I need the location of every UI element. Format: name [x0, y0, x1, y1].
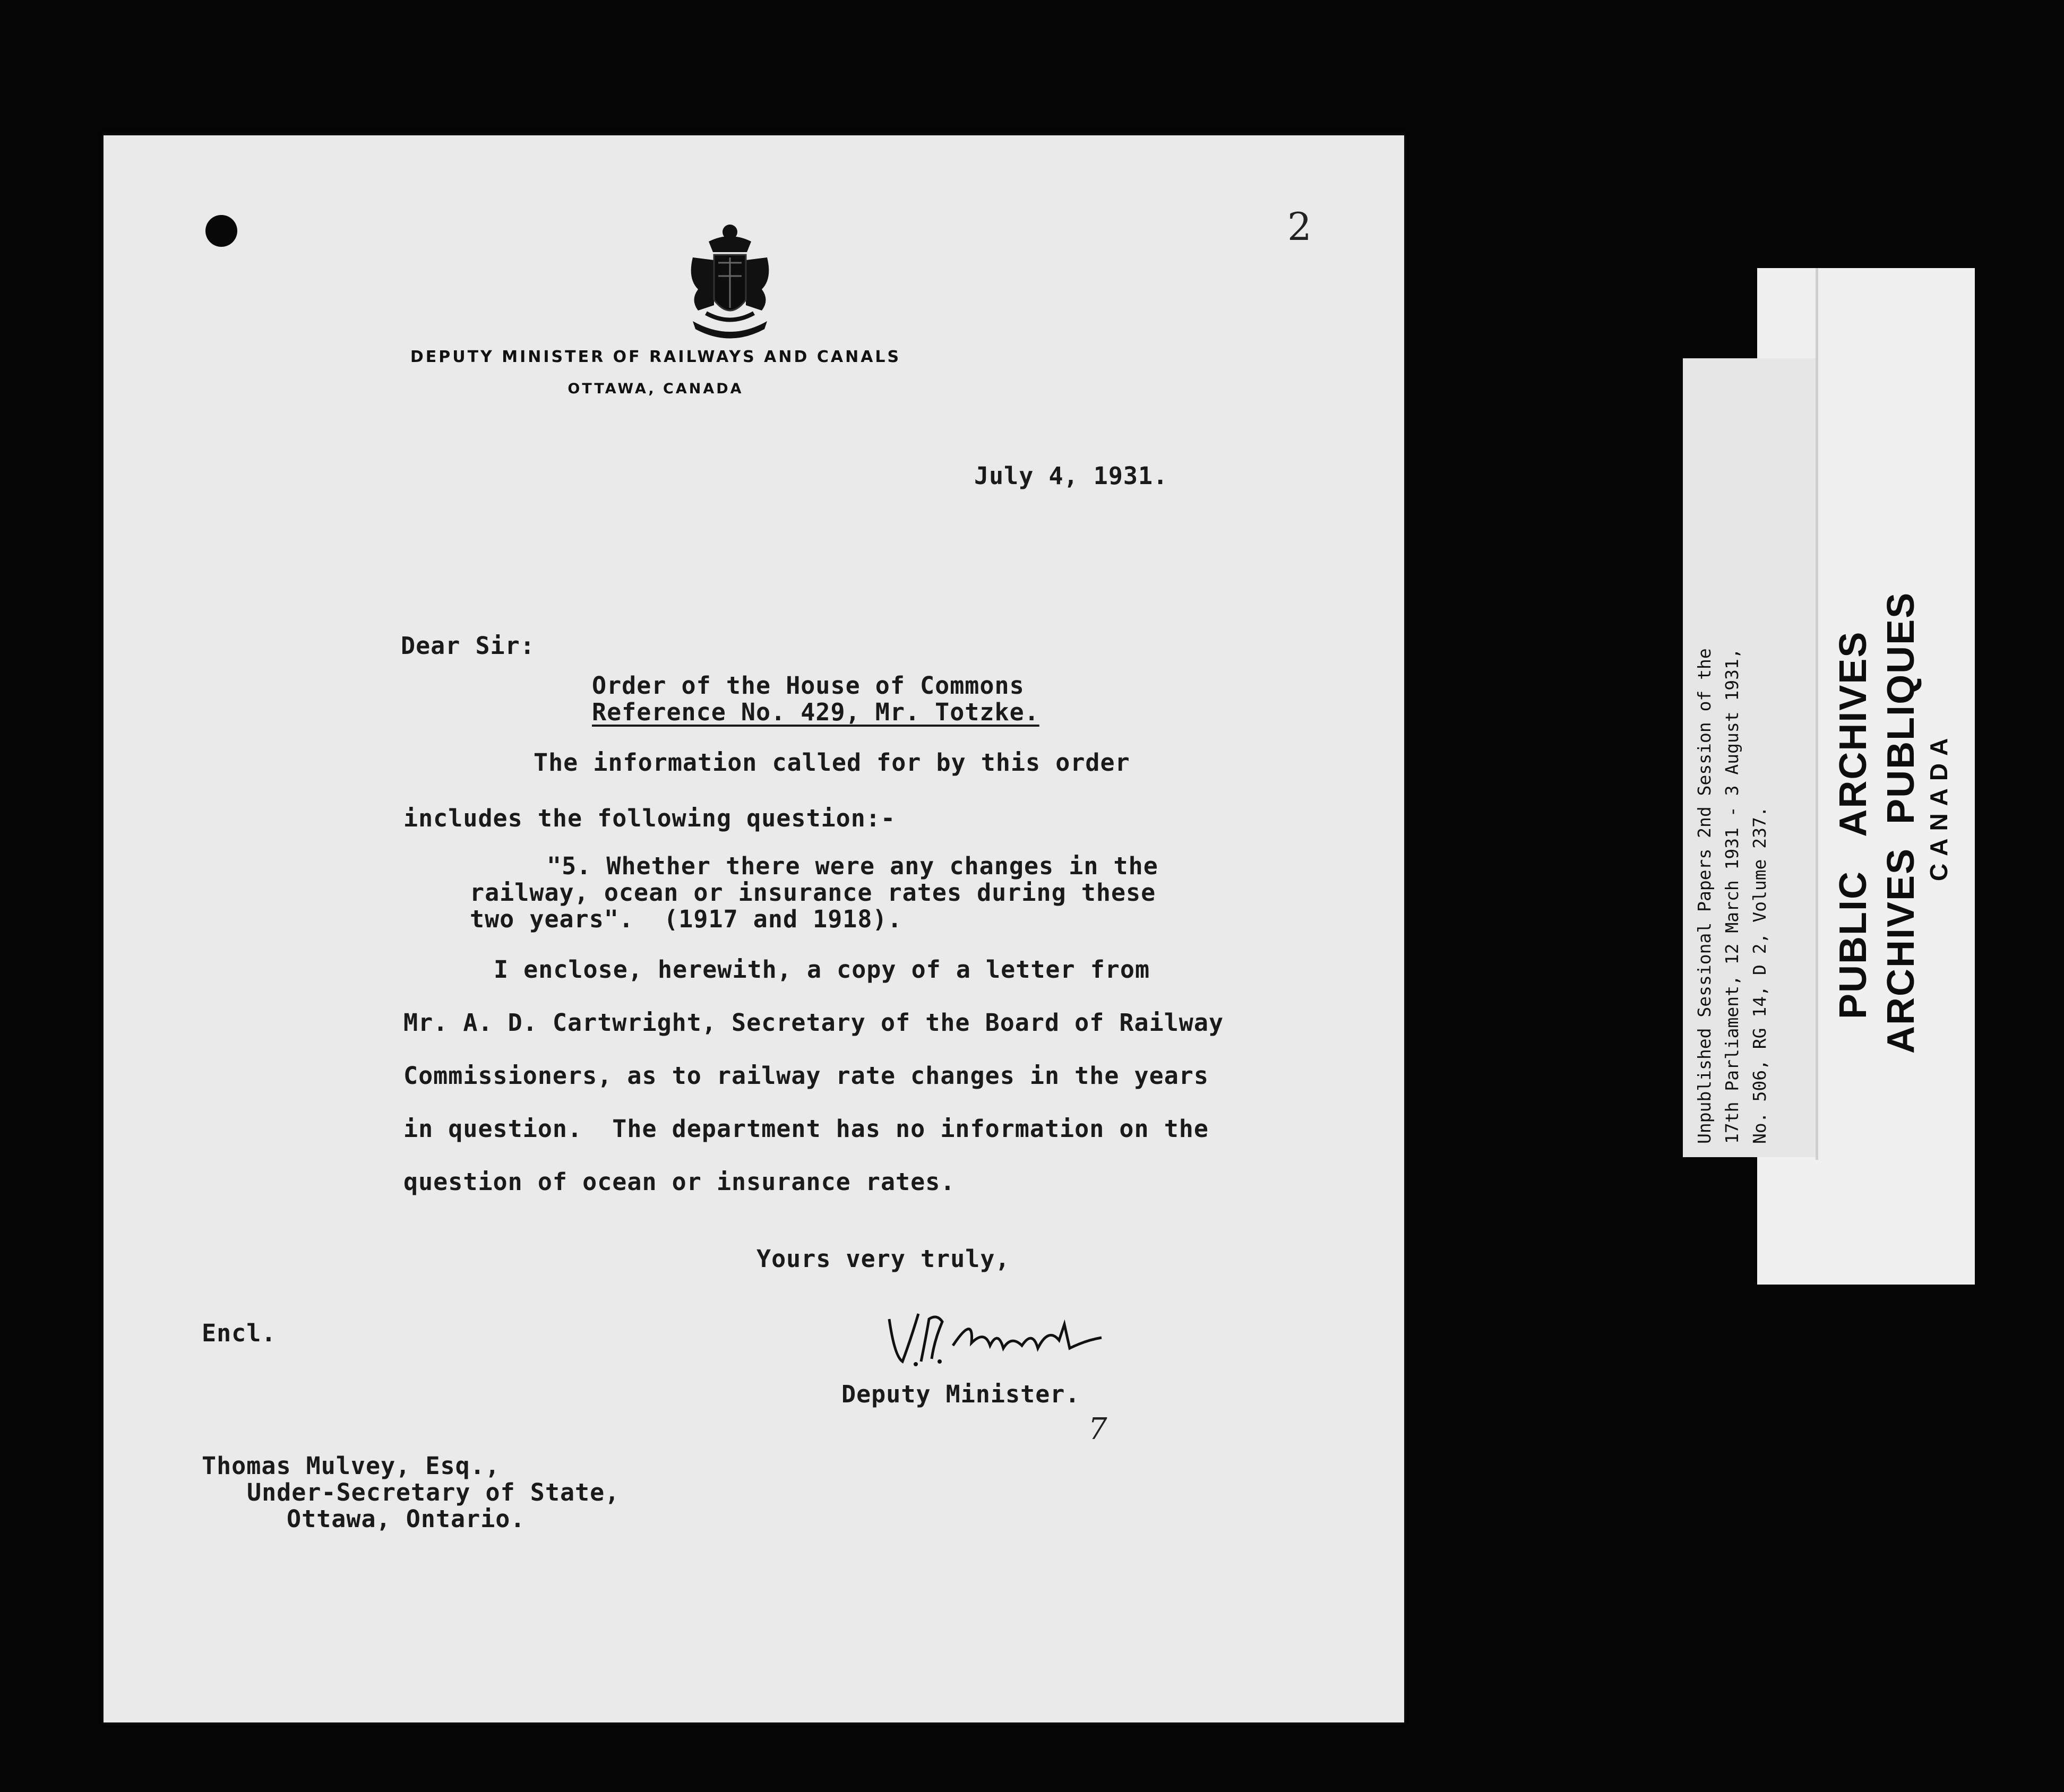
addressee-title: Under-Secretary of State,	[247, 1478, 620, 1506]
archive-stamp-line: PUBLIC ARCHIVES	[1832, 631, 1874, 1019]
subject-line: Order of the House of Commons	[592, 671, 1025, 700]
card-fold-edge	[1816, 268, 1818, 1160]
closing: Yours very truly,	[756, 1245, 1010, 1273]
paragraph-line: includes the following question:-	[403, 804, 896, 832]
salutation: Dear Sir:	[401, 632, 535, 660]
archive-stamp-line: ARCHIVES PUBLIQUES	[1880, 591, 1922, 1054]
archive-reference-text	[1691, 380, 1774, 1144]
archive-reference-line: 17th Parliament, 12 March 1931 - 3 August 1931,	[1722, 648, 1742, 1144]
paragraph-line: question of ocean or insurance rates.	[403, 1168, 956, 1196]
paragraph-line: The information called for by this order	[534, 748, 1130, 777]
archive-reference-slip	[1683, 358, 1816, 1157]
paragraph-line: I enclose, herewith, a copy of a letter from	[494, 955, 1150, 984]
paragraph-line: Commissioners, as to railway rate changes in the years	[403, 1062, 1209, 1090]
quote-line: "5. Whether there were any changes in the	[547, 852, 1158, 880]
quote-line: two years". (1917 and 1918).	[470, 905, 902, 933]
paragraph-line: in question. The department has no information on the	[403, 1115, 1209, 1143]
handwritten-signature	[879, 1298, 1123, 1377]
archive-reference-line: No. 506, RG 14, D 2, Volume 237.	[1749, 806, 1770, 1144]
coat-of-arms-icon	[677, 220, 783, 345]
archive-reference-line: Unpublished Sessional Papers 2nd Session of the	[1694, 648, 1715, 1144]
handwritten-mark: 7	[1088, 1412, 1107, 1446]
paragraph-line: Mr. A. D. Cartwright, Secretary of the Board of Railway	[403, 1009, 1224, 1037]
letter-date: July 4, 1931.	[974, 462, 1168, 490]
enclosure-note: Encl.	[202, 1319, 277, 1347]
signer-title: Deputy Minister.	[841, 1380, 1080, 1408]
archive-stamp-country: CANADA	[1925, 730, 1953, 881]
page-number: 2	[1287, 204, 1312, 249]
addressee-location: Ottawa, Ontario.	[287, 1505, 526, 1533]
addressee-name: Thomas Mulvey, Esq.,	[202, 1452, 500, 1480]
punch-hole	[205, 215, 237, 247]
letterhead-title: DEPUTY MINISTER OF RAILWAYS AND CANALS	[410, 348, 901, 366]
subject-reference: Reference No. 429, Mr. Totzke.	[592, 698, 1039, 726]
letter-page	[104, 135, 1404, 1722]
quote-line: railway, ocean or insurance rates during these	[470, 878, 1156, 907]
letterhead-location: OTTAWA, CANADA	[567, 381, 744, 397]
